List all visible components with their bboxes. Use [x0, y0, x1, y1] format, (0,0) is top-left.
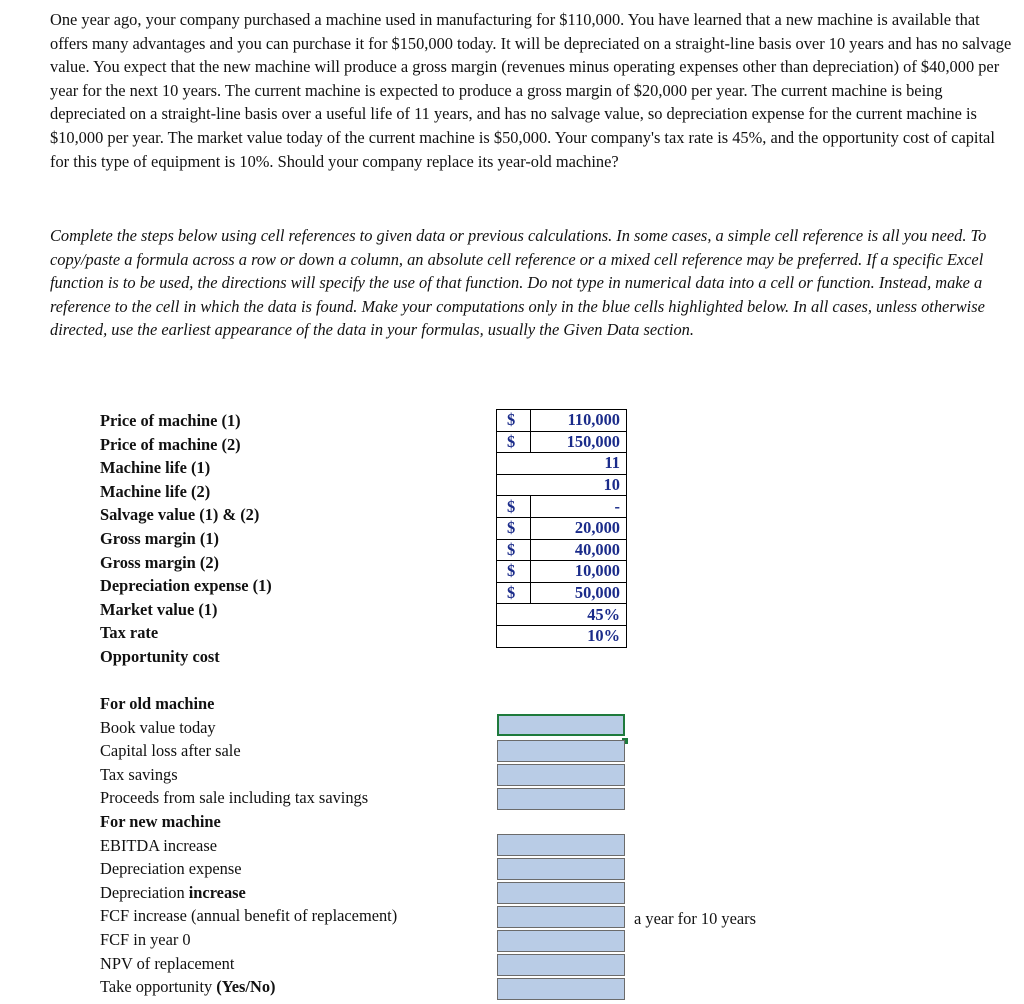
currency-cell[interactable] — [497, 474, 531, 496]
given-label: Gross margin (1) — [100, 528, 219, 548]
proceeds-input-cell[interactable] — [497, 788, 625, 810]
calc-label — [100, 881, 500, 905]
calc-label-bold: (Yes/No) — [216, 977, 276, 997]
annual-note: a year for 10 years — [634, 909, 756, 928]
take-opportunity-input-cell[interactable] — [497, 978, 625, 1000]
npv-input-cell[interactable] — [497, 954, 625, 976]
given-data-labels — [100, 409, 480, 669]
calc-label: Book value today — [100, 717, 216, 737]
value-cell[interactable]: 10% — [531, 625, 627, 647]
given-label: Market value (1) — [100, 599, 218, 619]
calc-label: FCF increase (annual benefit of replacement) — [100, 906, 398, 926]
book-value-input-cell[interactable] — [497, 714, 625, 736]
tax-savings-input-cell[interactable] — [497, 764, 625, 786]
value-cell[interactable]: 20,000 — [531, 517, 627, 539]
currency-cell[interactable]: $ — [497, 561, 531, 583]
capital-loss-input-cell[interactable] — [497, 740, 625, 762]
given-label: Price of machine (2) — [100, 434, 241, 454]
calc-label: Tax savings — [100, 764, 178, 784]
calc-label: EBITDA increase — [100, 835, 217, 855]
instructions-text: Complete the steps below using cell references to given data or previous calculations. In some cases, a simple cell reference is all you need. To copy/paste a formula across a row or down a column, an absolute cell reference or a mixed cell reference may be preferred. If a specific Excel function is to be used, the directions will specify the use of that function. Do not type in numerical data into a cell or function. Instead, make a reference to the cell in which the data is found. Make your computations only in the blue cells highlighted below. In all cases, unless otherwise directed, use the earliest appearance of the data in your formulas, usually the Given Data section. — [50, 226, 987, 340]
value-cell[interactable]: - — [531, 496, 627, 518]
calc-label: FCF in year 0 — [100, 929, 191, 949]
value-cell[interactable]: 40,000 — [531, 539, 627, 561]
calc-label-text: Depreciation — [100, 882, 189, 902]
currency-cell[interactable]: $ — [497, 539, 531, 561]
new-machine-header: For new machine — [100, 811, 221, 831]
value-cell[interactable]: 45% — [531, 604, 627, 626]
old-machine-header: For old machine — [100, 694, 215, 713]
calc-label: NPV of replacement — [100, 953, 235, 973]
value-cell[interactable]: 10,000 — [531, 561, 627, 583]
currency-cell[interactable]: $ — [497, 582, 531, 604]
given-label: Gross margin (2) — [100, 552, 219, 572]
currency-cell[interactable]: $ — [497, 410, 531, 432]
value-cell[interactable]: 150,000 — [531, 431, 627, 453]
calculation-labels — [100, 692, 500, 999]
calc-label: Depreciation expense — [100, 859, 242, 879]
currency-cell[interactable]: $ — [497, 431, 531, 453]
given-label: Depreciation expense (1) — [100, 576, 272, 596]
currency-cell[interactable]: $ — [497, 517, 531, 539]
given-label: Opportunity cost — [100, 646, 220, 666]
given-label: Salvage value (1) & (2) — [100, 505, 260, 525]
fcf-increase-input-cell[interactable] — [497, 906, 625, 928]
value-cell[interactable]: 50,000 — [531, 582, 627, 604]
fcf-year0-input-cell[interactable] — [497, 930, 625, 952]
ebitda-increase-input-cell[interactable] — [497, 834, 625, 856]
calc-label: Capital loss after sale — [100, 741, 241, 761]
depreciation-expense-input-cell[interactable] — [497, 858, 625, 880]
given-label: Machine life (2) — [100, 481, 211, 501]
calc-label: Proceeds from sale including tax savings — [100, 788, 369, 808]
calc-label — [100, 975, 500, 999]
calc-label-text: Take opportunity — [100, 977, 217, 997]
problem-statement: One year ago, your company purchased a machine used in manufacturing for $110,000. You have learned that a new machine is available that offers many advantages and you can purchase it for $150,000 today. It will be depreciated on a straight-line basis over 10 years and has no salvage value. You expect that the new machine will produce a gross margin (revenues minus operating expenses other than depreciation) of $40,000 per year for the next 10 years. The current machine is expected to produce a gross margin of $20,000 per year. The current machine is being depreciated on a straight-line basis over a useful life of 11 years, and has no salvage value, so depreciation expense for the current machine is $10,000 per year. The market value today of the current machine is $50,000. Your company's tax rate is 45%, and the opportunity cost of capital for this type of equipment is 10%. Should your company replace its year-old machine? — [50, 10, 1012, 171]
given-label: Tax rate — [100, 623, 159, 643]
value-cell[interactable]: 10 — [531, 474, 627, 496]
currency-cell[interactable]: $ — [497, 496, 531, 518]
given-data-table — [496, 409, 627, 648]
value-cell[interactable]: 11 — [531, 453, 627, 475]
value-cell[interactable]: 110,000 — [531, 410, 627, 432]
calc-label-bold: increase — [188, 882, 246, 902]
currency-cell[interactable] — [497, 604, 531, 626]
given-label: Machine life (1) — [100, 458, 211, 478]
given-label: Price of machine (1) — [100, 411, 241, 430]
depreciation-increase-input-cell[interactable] — [497, 882, 625, 904]
currency-cell[interactable] — [497, 453, 531, 475]
currency-cell[interactable] — [497, 625, 531, 647]
